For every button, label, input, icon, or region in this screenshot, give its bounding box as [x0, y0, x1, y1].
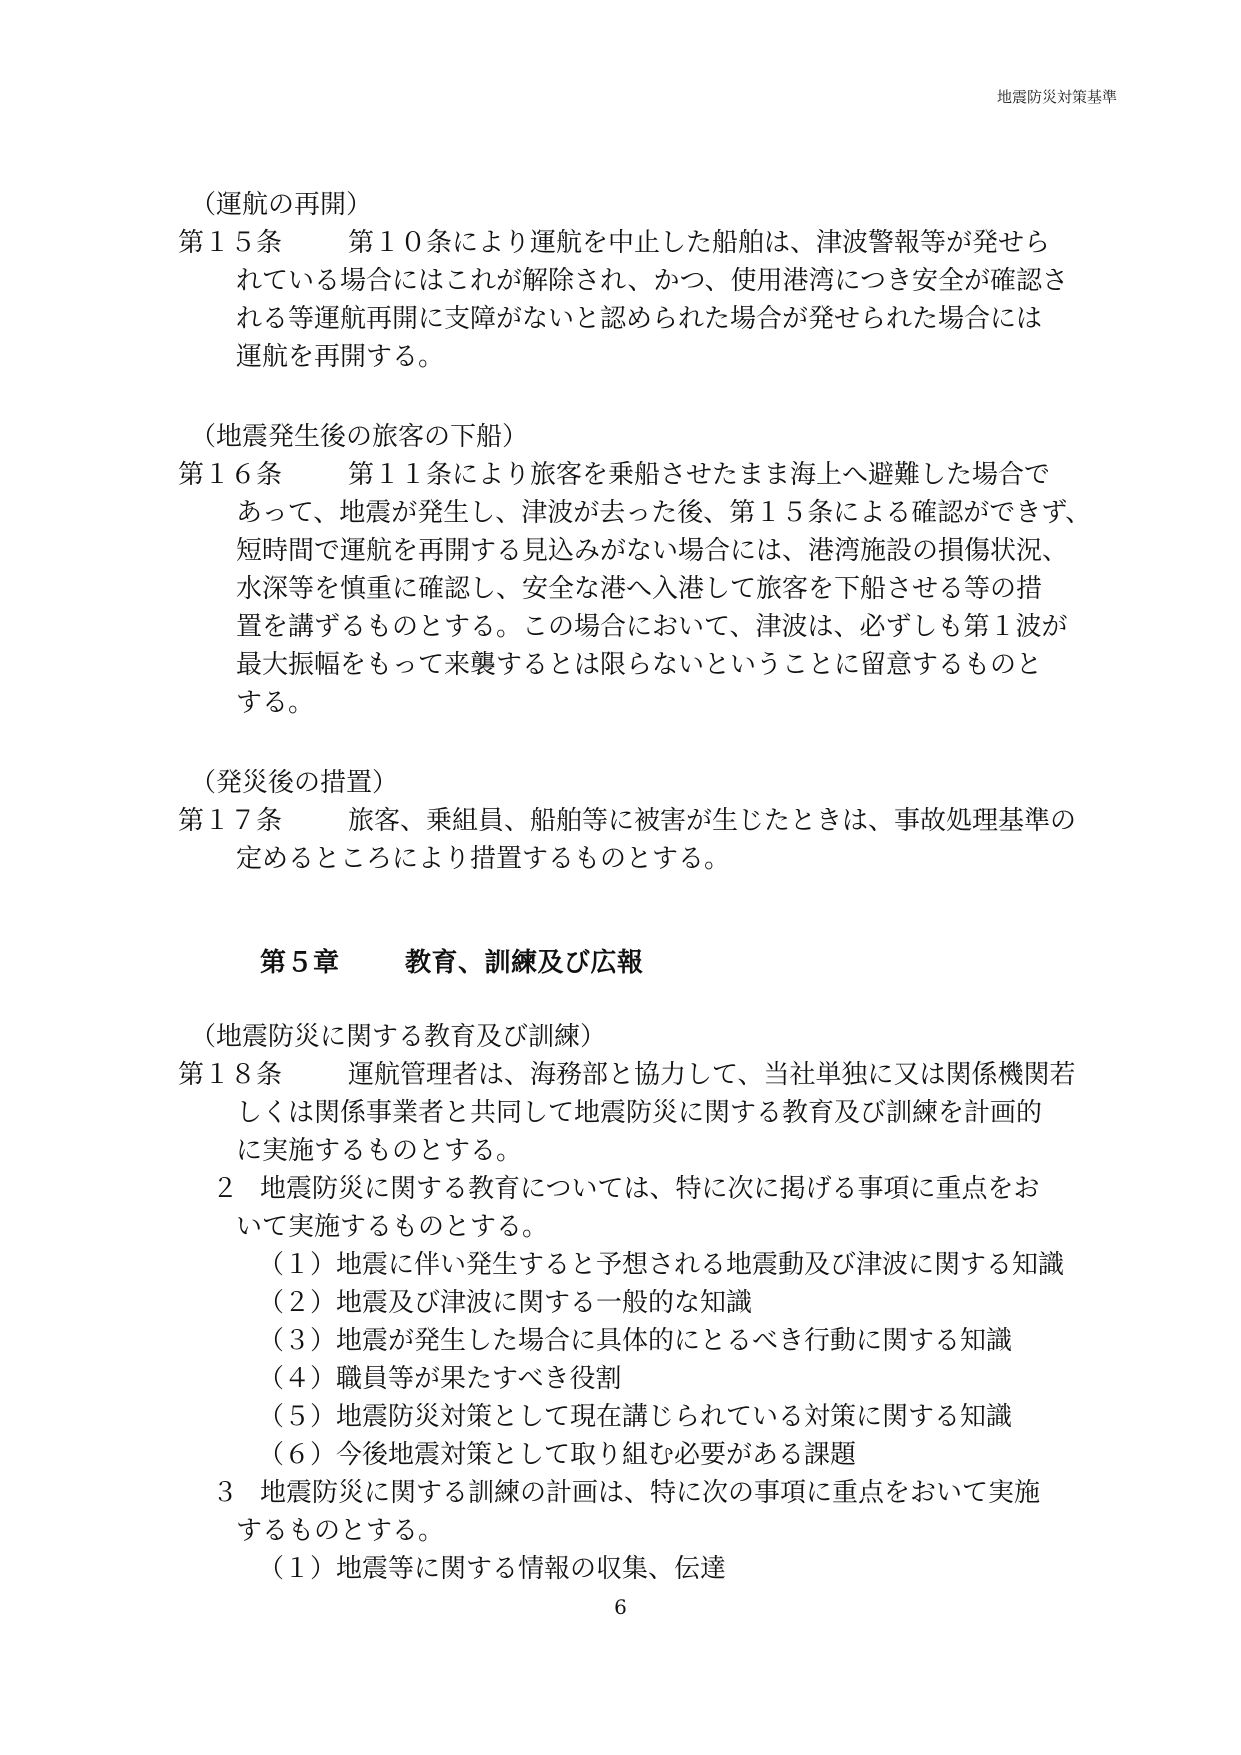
article-15-line-2: れている場合にはこれが解除され、かつ、使用港湾につき安全が確認さ [236, 266, 1069, 296]
article-18-number: 第１８条 [178, 1060, 283, 1090]
list-item: （１）地震に伴い発生すると予想される地震動及び津波に関する知識 [258, 1250, 1065, 1280]
article-16-line-5: 置を講ずるものとする。この場合において、津波は、必ずしも第１波が [236, 612, 1068, 642]
paragraph-2-line-1: ２ 地震防災に関する教育については、特に次に掲げる事項に重点をお [212, 1170, 1110, 1208]
article-17-line-1: 第１７条 旅客、乗組員、船舶等に被害が生じたときは、事故処理基準の [178, 802, 1110, 840]
article-18 [178, 1056, 1110, 1170]
article-16-line-6: 最大振幅をもって来襲するとは限らないということに留意するものと [236, 650, 1043, 680]
chapter-number: 第５章 [260, 948, 340, 978]
list-item: （１）地震等に関する情報の収集、伝達 [258, 1554, 727, 1584]
article-17 [178, 802, 1110, 878]
paragraph-2-number: ２ [212, 1174, 239, 1204]
article-16-line-2: あって、地震が発生し、津波が去った後、第１５条による確認ができず、 [236, 498, 1092, 528]
article-15-line-1: 第１５条 第１０条により運航を中止した船舶は、津波警報等が発せら [178, 224, 1110, 262]
article-15-line-3: れる等運航再開に支障がないと認められた場合が発せられた場合には [236, 304, 1043, 334]
document-body [178, 186, 1110, 1588]
article-18-paragraph-3 [178, 1474, 1110, 1550]
article-15-number: 第１５条 [178, 228, 283, 258]
article-18-paragraph-2 [178, 1170, 1110, 1246]
article-17-heading: （発災後の措置） [190, 768, 399, 798]
article-18-line-1: 第１８条 運航管理者は、海務部と協力して、当社単独に又は関係機関若 [178, 1056, 1110, 1094]
article-16-number: 第１６条 [178, 460, 283, 490]
article-17-line-2: 定めるところにより措置するものとする。 [236, 844, 731, 874]
paragraph-2-line-2: いて実施するものとする。 [236, 1212, 549, 1242]
list-item: （４）職員等が果たすべき役割 [258, 1364, 622, 1394]
article-15-heading: （運航の再開） [190, 190, 373, 220]
article-15 [178, 224, 1110, 376]
article-18-line-3: に実施するものとする。 [236, 1136, 523, 1166]
chapter-name: 教育、訓練及び広報 [405, 948, 644, 978]
article-16-line-4: 水深等を慎重に確認し、安全な港へ入港して旅客を下船させる等の措 [236, 574, 1043, 604]
article-15-line-4: 運航を再開する。 [236, 342, 445, 372]
article-16 [178, 456, 1110, 722]
article-16-line-7: する。 [236, 688, 315, 718]
page-number: 6 [614, 1595, 627, 1619]
article-16-line-1: 第１６条 第１１条により旅客を乗船させたまま海上へ避難した場合で [178, 456, 1110, 494]
list-item: （５）地震防災対策として現在講じられている対策に関する知識 [258, 1402, 1013, 1432]
article-16-line-3: 短時間で運航を再開する見込みがない場合には、港湾施設の損傷状況、 [236, 536, 1069, 566]
paragraph-3-line-2: するものとする。 [236, 1516, 445, 1546]
article-18-heading: （地震防災に関する教育及び訓練） [190, 1022, 607, 1052]
paragraph-3-number: ３ [212, 1478, 239, 1508]
article-17-number: 第１７条 [178, 806, 283, 836]
list-item: （６）今後地震対策として取り組む必要がある課題 [258, 1440, 857, 1470]
document-header: 地震防災対策基準 [996, 88, 1117, 106]
article-18-line-2: しくは関係事業者と共同して地震防災に関する教育及び訓練を計画的 [236, 1098, 1043, 1128]
list-item: （２）地震及び津波に関する一般的な知識 [258, 1288, 753, 1318]
paragraph-3-line-1: ３ 地震防災に関する訓練の計画は、特に次の事項に重点をおいて実施 [212, 1474, 1110, 1512]
chapter-5-title [260, 944, 1110, 982]
list-item: （３）地震が発生した場合に具体的にとるべき行動に関する知識 [258, 1326, 1013, 1356]
article-16-heading: （地震発生後の旅客の下船） [190, 422, 529, 452]
